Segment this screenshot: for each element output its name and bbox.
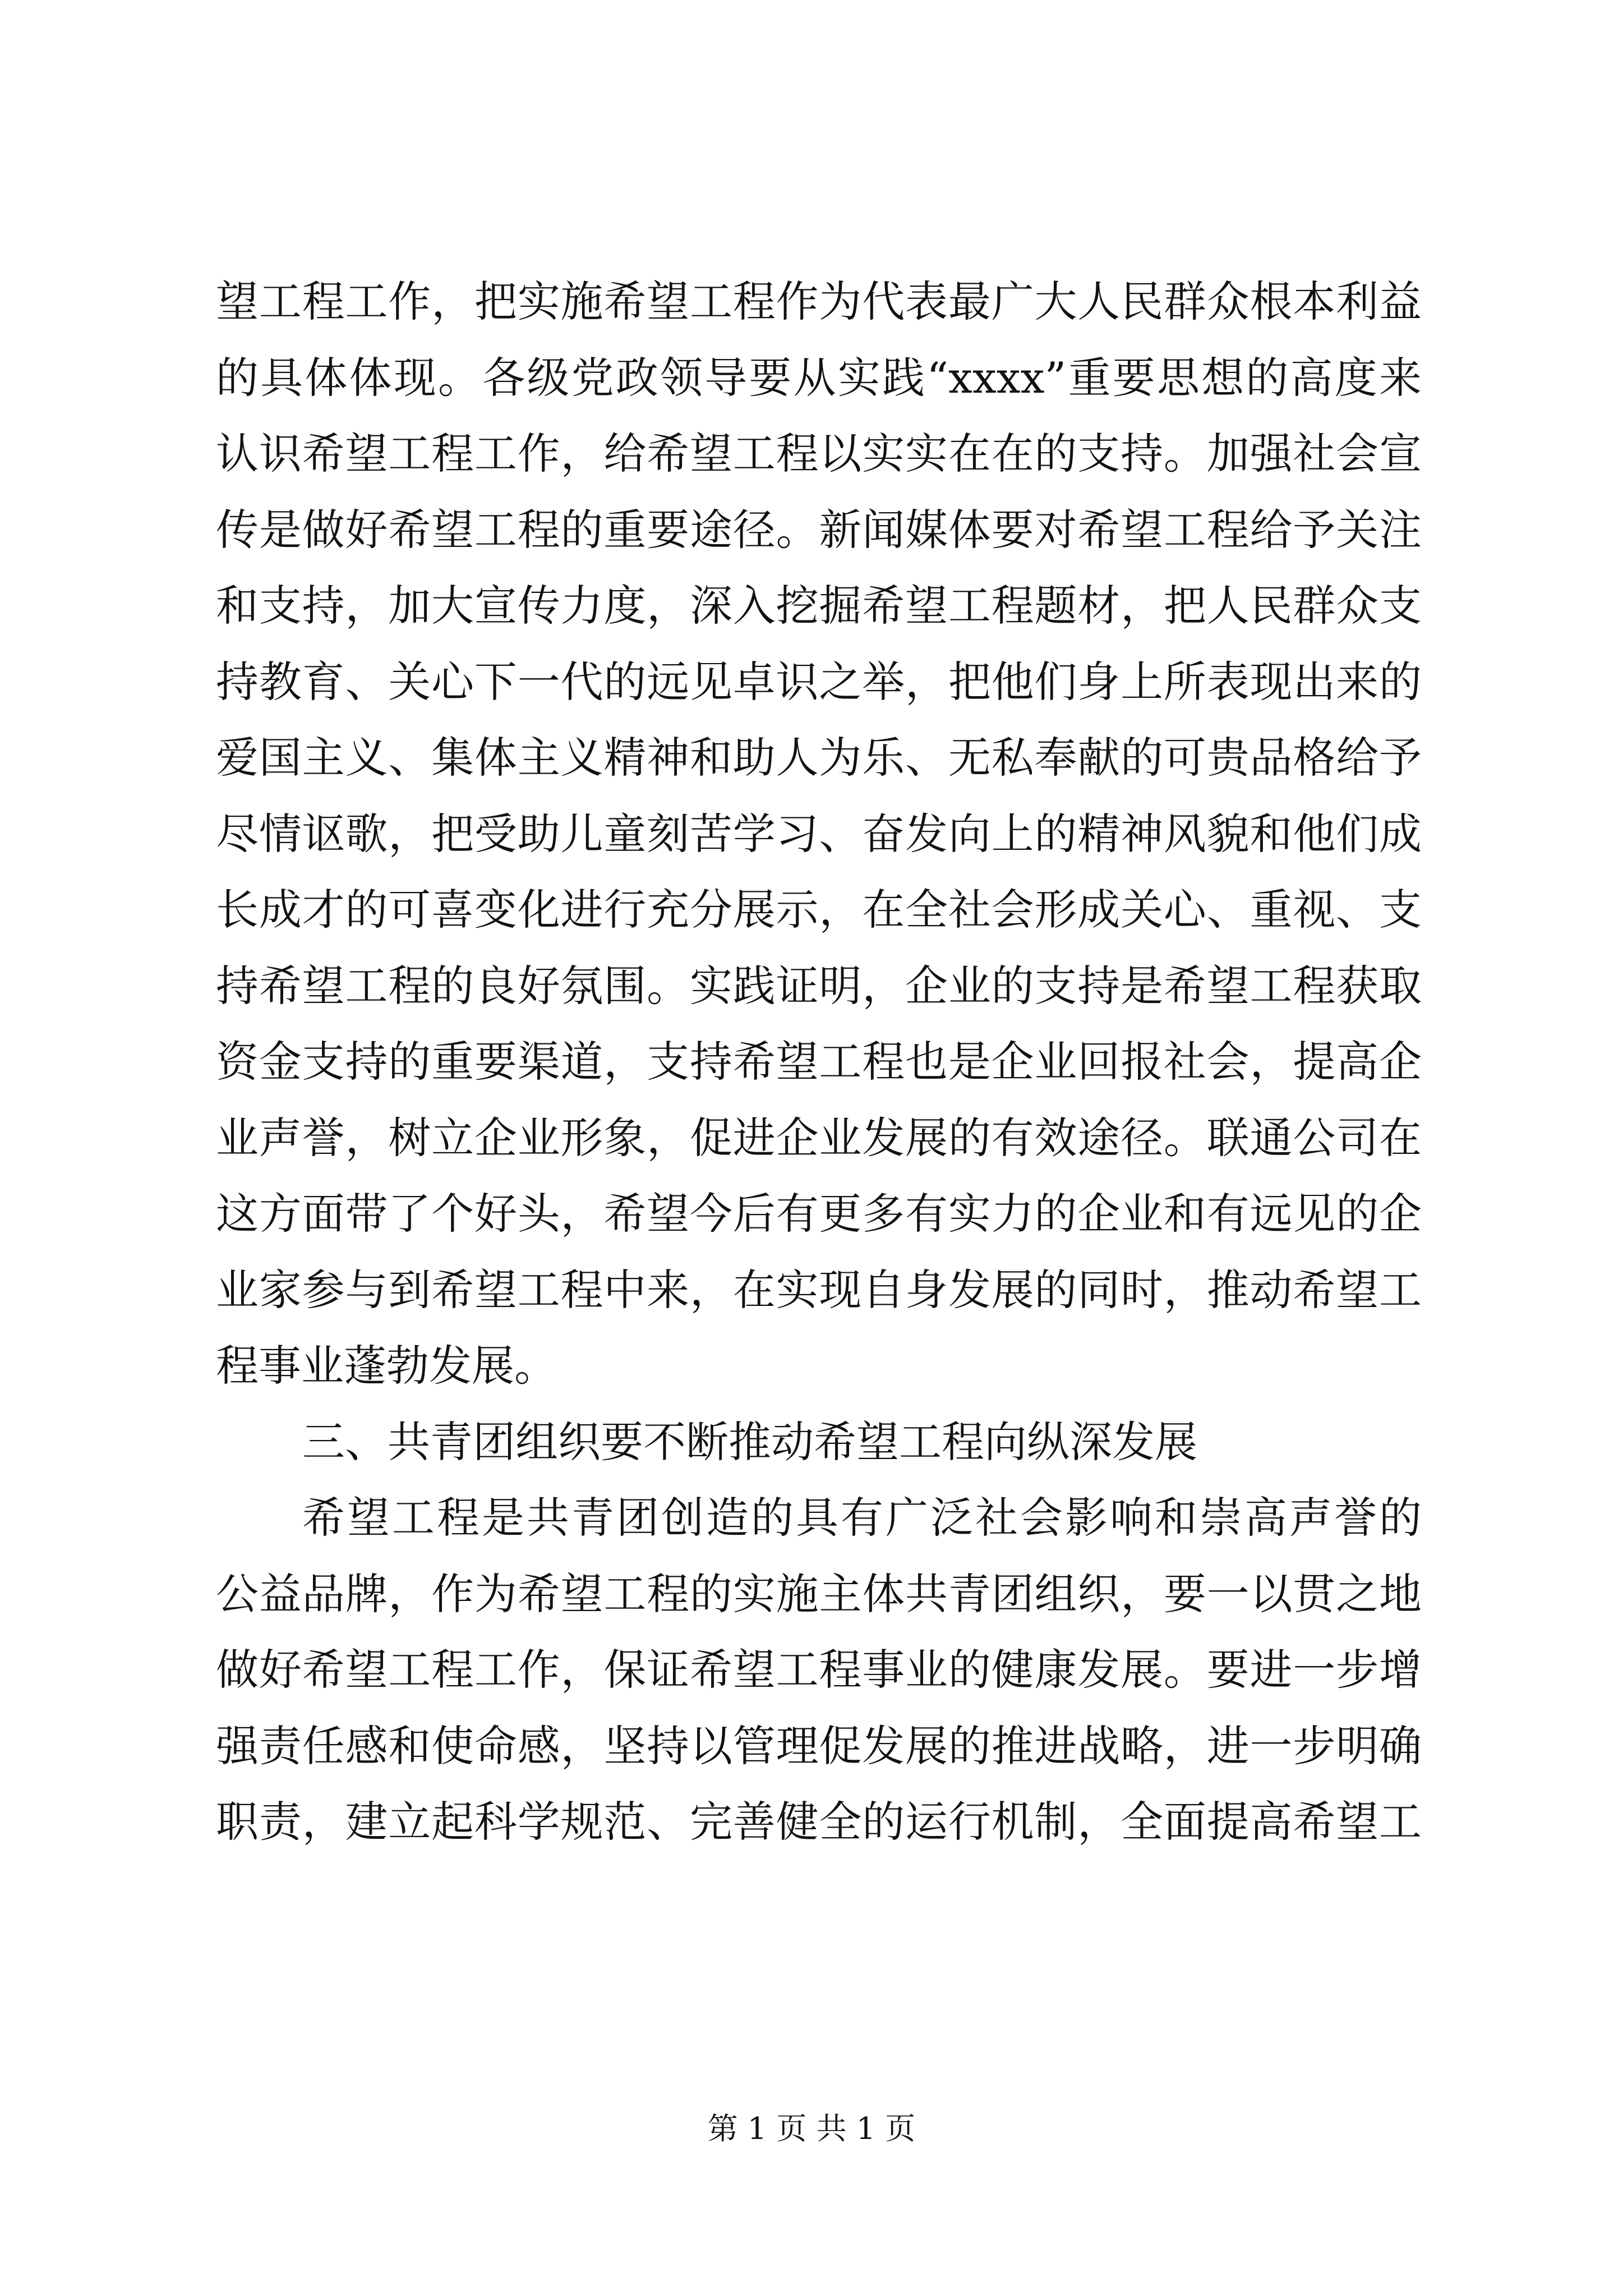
document-body [216, 264, 1422, 1860]
text-line: 程事业蓬勃发展。 [216, 1341, 557, 1391]
page-number-label: 第 1 页 共 1 页 [707, 2111, 916, 2146]
text-line: 做好希望工程工作，保证希望工程事业的健康发展。要进一步增 [216, 1645, 1422, 1695]
text-line: 公益品牌，作为希望工程的实施主体共青团组织，要一以贯之地 [216, 1568, 1422, 1619]
text-line: 持希望工程的良好氛围。实践证明，企业的支持是希望工程获取 [216, 960, 1422, 1011]
text-line: 这方面带了个好头，希望今后有更多有实力的企业和有远见的企 [216, 1189, 1422, 1239]
paragraph-1 [216, 264, 1422, 1404]
text-line: 和支持，加大宣传力度，深入挖掘希望工程题材，把人民群众支 [216, 581, 1422, 631]
text-line: 持教育、关心下一代的远见卓识之举，把他们身上所表现出来的 [216, 656, 1422, 707]
page-footer [0, 2109, 1623, 2148]
text-line: 的具体体现。各级党政领导要从实践“xxxx”重要思想的高度来 [216, 352, 1422, 403]
text-line: 传是做好希望工程的重要途径。新闻媒体要对希望工程给予关注 [216, 504, 1422, 555]
text-line: 业声誉，树立企业形象，促进企业发展的有效途径。联通公司在 [216, 1112, 1422, 1163]
paragraph-3 [216, 1480, 1422, 1860]
text-line: 希望工程是共青团创造的具有广泛社会影响和崇高声誉的 [302, 1493, 1422, 1543]
text-line: 强责任感和使命感，坚持以管理促发展的推进战略，进一步明确 [216, 1720, 1422, 1771]
text-line: 资金支持的重要渠道，支持希望工程也是企业回报社会，提高企 [216, 1037, 1422, 1087]
text-line: 业家参与到希望工程中来，在实现自身发展的同时，推动希望工 [216, 1264, 1422, 1315]
text-line: 尽情讴歌，把受助儿童刻苦学习、奋发向上的精神风貌和他们成 [216, 808, 1422, 859]
text-line: 认识希望工程工作，给希望工程以实实在在的支持。加强社会宣 [216, 429, 1422, 478]
text-line: 望工程工作，把实施希望工程作为代表最广大人民群众根本利益 [216, 277, 1422, 326]
section-heading-text: 三、共青团组织要不断推动希望工程向纵深发展 [302, 1416, 1197, 1467]
text-line: 爱国主义、集体主义精神和助人为乐、无私奉献的可贵品格给予 [216, 733, 1422, 783]
text-line: 长成才的可喜变化进行充分展示，在全社会形成关心、重视、支 [216, 885, 1422, 935]
section-heading [216, 1404, 1422, 1480]
text-line: 职责，建立起科学规范、完善健全的运行机制，全面提高希望工 [216, 1797, 1422, 1847]
